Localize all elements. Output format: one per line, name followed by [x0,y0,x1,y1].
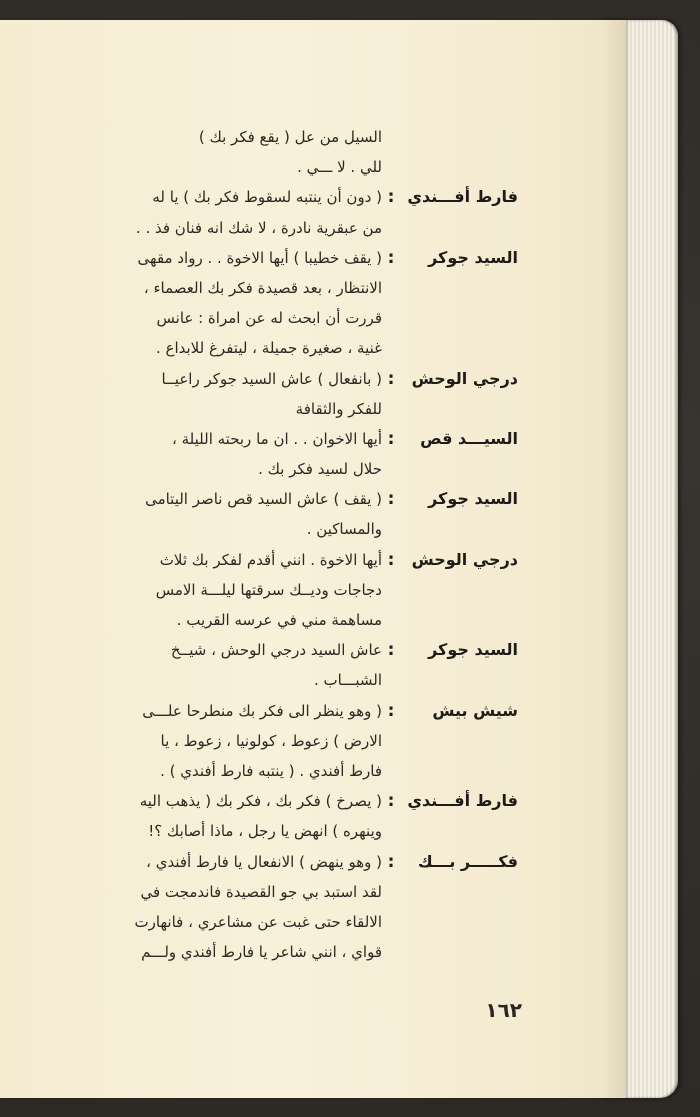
speech-text: ( وهو ينهض ) الانفعال يا فارط أفندي ، [146,852,382,871]
script-line [30,575,518,605]
speech-text: قواي ، انني شاعر يا فارط أفندي ولـــم [141,943,382,962]
script-line [30,786,518,816]
speech-text: الارض ) زعوط ، كولونيا ، زعوط ، يا [160,731,382,750]
script-line [30,545,518,575]
speech-text: ( يقف خطيبا ) أيها الاخوة . . رواد مقهى [137,248,382,267]
speaker-colon: : [387,549,395,570]
speech-text: ( يصرخ ) فكر بك ، فكر بك ( يذهب اليه [139,792,382,811]
speech-text: من عبقرية نادرة ، لا شك انه فنان فذ . . [135,218,382,237]
speech-text: والمساكين . [306,520,382,539]
speech-text: قررت أن ابحث له عن امراة : عانس [156,309,382,328]
speaker-name: فكـــــر بـــك [418,851,518,871]
speaker-colon: : [387,428,395,449]
script-line [30,484,518,514]
speaker-name: السيد جوكر [428,489,518,509]
speaker-name: السيـــد قص [420,428,518,448]
speaker-colon: : [387,851,395,872]
speaker-name: فارط أفـــندي [407,791,518,811]
speaker-colon: : [387,187,395,208]
script-line [30,303,518,333]
speech-text: ( وهو ينظر الى فكر بك منطرحا علـــى [142,701,382,720]
speech-text: للفكر والثقافة [295,399,382,418]
speaker-colon: : [387,489,395,510]
script-line [30,726,518,756]
script-line [30,152,518,182]
speaker-name: درجي الوحش [411,368,518,388]
script-line [30,364,518,394]
speech-text: أيها الاخوة . انني أقدم لفكر بك ثلاث [159,550,382,569]
speaker-name: فارط أفـــندي [407,187,518,207]
speech-text: فارط أفندي . ( ينتبه فارط أفندي ) . [160,761,382,780]
speech-text: للي . لا ـــي . [297,158,382,177]
speech-text: وينهره ) انهض يا رجل ، ماذا أصابك ؟! [148,822,382,841]
script-line [30,665,518,695]
script-line [30,847,518,877]
script-line [30,454,518,484]
speaker-colon: : [387,640,395,661]
script-line [30,424,518,454]
speech-text: مساهمة مني في عرسه القريب . [176,611,382,629]
script-line [30,756,518,786]
speech-text: ( دون أن ينتبه لسقوط فكر بك ) يا له [152,188,382,207]
script-line [30,243,518,273]
script-line [30,696,518,726]
speaker-colon: : [387,700,395,721]
page-number: ١٦٢ [485,998,522,1022]
script-line [30,394,518,424]
script-line [30,605,518,635]
speech-text: ( يقف ) عاش السيد قص ناصر اليتامى [145,490,382,509]
speaker-name: شيش بيش [432,700,518,720]
speech-text: الشبـــاب . [313,671,382,690]
script-line [30,907,518,937]
speaker-colon: : [387,247,395,268]
script-line [30,273,518,303]
script-line [30,333,518,363]
speech-text: الانتظار ، بعد قصيدة فكر بك العصماء ، [143,278,382,297]
speech-text: السيل من عل ( يقع فكر بك ) [198,128,382,146]
book-page [0,20,626,1098]
speech-text: عاش السيد درجي الوحش ، شيــخ [170,641,382,660]
speech-text: ( بانفعال ) عاش السيد جوكر راعيــا [161,369,382,388]
speech-text: أيها الاخوان . . ان ما ربحته الليلة ، [172,429,382,448]
script-line [30,816,518,846]
script-line [30,877,518,907]
script-line [30,937,518,967]
speaker-name: درجي الوحش [411,549,518,569]
script-line [30,213,518,243]
speech-text: لقد استبد بي جو القصيدة فاندمجت في [140,882,382,901]
script-line [30,122,518,152]
script-line [30,635,518,665]
speech-text: دجاجات وديــك سرقتها ليلـــة الامس [155,580,382,599]
speaker-colon: : [387,368,395,389]
speaker-name: السيد جوكر [428,640,518,660]
script-line [30,514,518,544]
speech-text: غنية ، صغيرة جميلة ، ليتفرغ للابداع . [155,339,382,358]
speaker-colon: : [387,791,395,812]
speaker-name: السيد جوكر [428,247,518,267]
script-line [30,182,518,212]
script-text [30,122,518,967]
speech-text: الالقاء حتى غبت عن مشاعري ، فانهارت [134,912,382,931]
speech-text: حلال لسيد فكر بك . [258,460,382,479]
